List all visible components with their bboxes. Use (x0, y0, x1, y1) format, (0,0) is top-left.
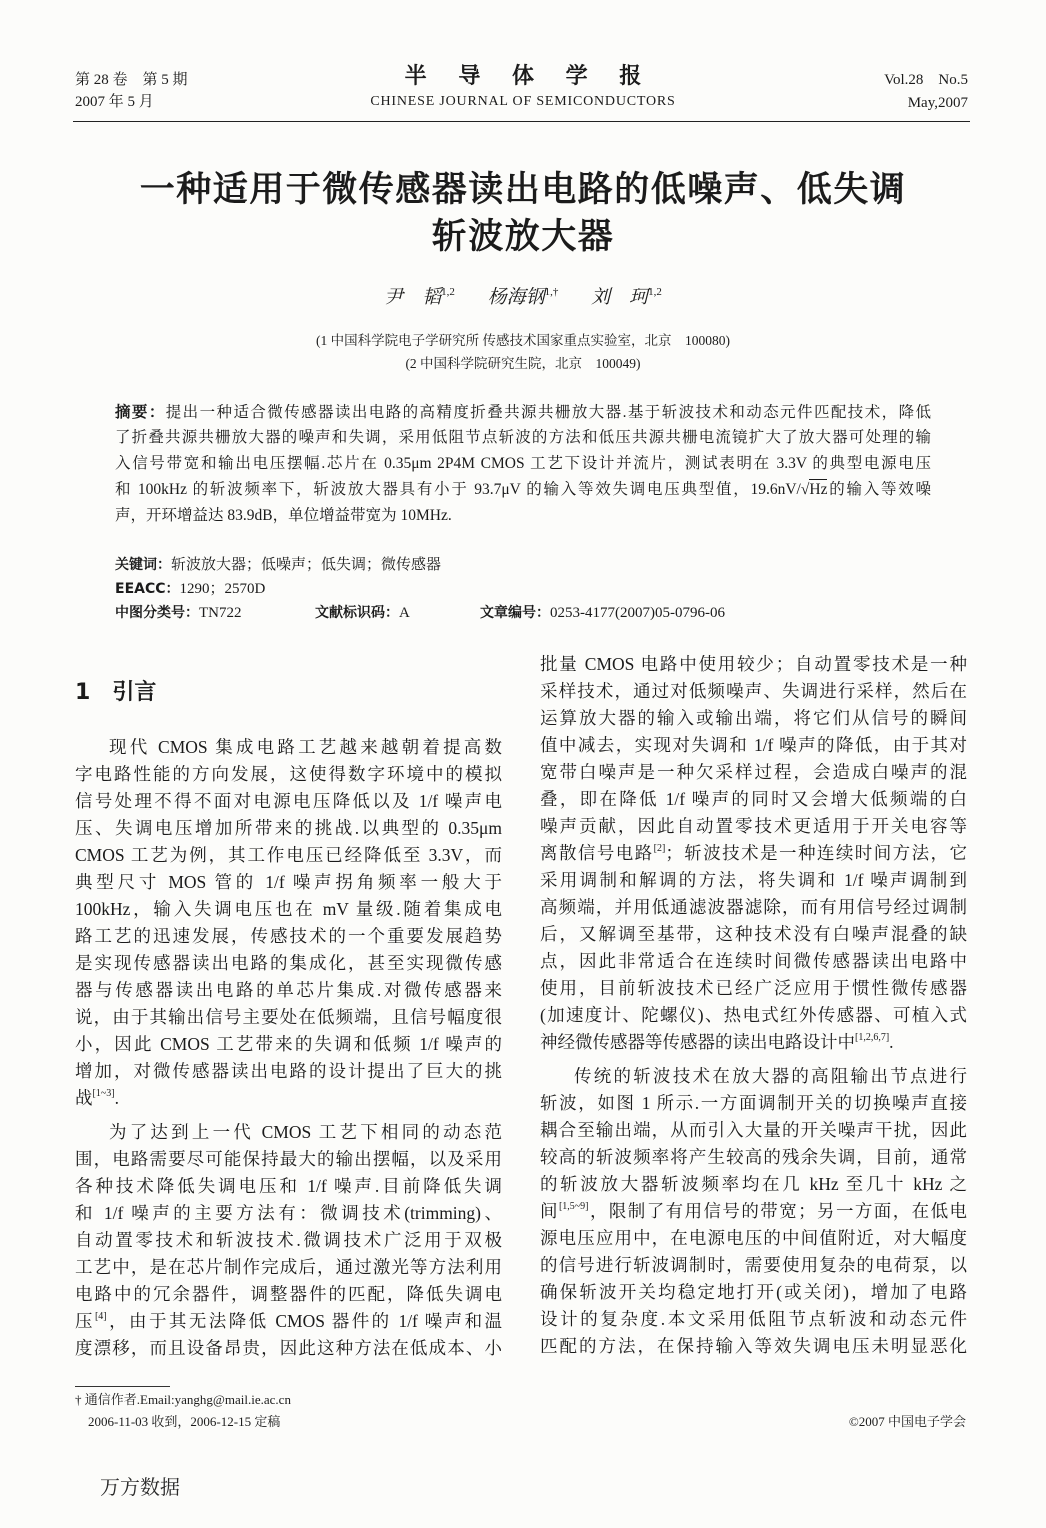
text-line (540, 1144, 967, 1171)
author (591, 287, 662, 308)
text-run: 是实现传感器读出电路的集成化，甚至实现微传感 (75, 953, 502, 973)
author-name: 杨海钢 (487, 287, 545, 308)
article-number-label: 文章编号： (480, 605, 550, 621)
text-run: 提出一种适合微传感器读出电路的高精度折叠共源共栅放大器.基于斩波技术和动态元件匹配技术，降低 (165, 404, 931, 421)
classification-row (115, 601, 931, 625)
text-line (540, 1252, 967, 1279)
text-line (540, 678, 967, 705)
text-line (75, 923, 502, 950)
text-line (540, 921, 967, 948)
text-run: 值中减去，实现对失调和 1/f 噪声的降低，由于其对 (540, 735, 967, 755)
text-run: 运算放大器的输入或输出端，将它们从信号的瞬间 (540, 708, 967, 728)
text-run: ；斩波技术是一种连续时间方法，它 (665, 843, 967, 863)
text-run: CMOS 工艺为例，其工作电压已经降低至 3.3V，而 (75, 845, 502, 865)
text-run: 叠，即在降低 1/f 噪声的同时又会增大低频端的白 (540, 789, 967, 809)
text-run: 声，开环增益达 83.9dB，单位增益带宽为 10MHz. (115, 507, 452, 524)
author-affiliation-mark: 1,2 (648, 286, 662, 298)
section-number: 1 (75, 680, 91, 705)
text-line (115, 425, 931, 451)
text-run: 高频端，并用低通滤波器滤除，而有用信号经过调制 (540, 897, 967, 917)
eeacc-label: EEACC： (115, 581, 180, 597)
text-line (540, 1225, 967, 1252)
right-column (540, 651, 967, 1367)
received-date-note: 2006-11-03 收到，2006-12-15 定稿 (88, 1414, 281, 1429)
doc-code: A (399, 605, 410, 621)
text-run: 了折叠共源共栅放大器的噪声和失调，采用低阻节点斩波的方法和低压共源共栅电流镜扩大了放大器可处理的输 (115, 429, 931, 446)
text-run: 使用，目前斩波技术已经广泛应用于惯性微传感器 (540, 978, 967, 998)
text-run: 源电压应用中，在电源电压的中间值附近，对大幅度 (540, 1228, 967, 1248)
text-line (540, 1063, 967, 1090)
database-watermark: 万方数据 (100, 1475, 180, 1499)
author-list (0, 284, 1046, 312)
author (384, 287, 455, 308)
text-line (540, 948, 967, 975)
left-column (75, 734, 502, 1369)
keywords-label: 关键词： (115, 557, 171, 573)
bold-label: 摘要： (115, 403, 166, 421)
article-metadata (115, 553, 931, 625)
text-line (75, 1004, 502, 1031)
text-line (75, 815, 502, 842)
text-run: 路工艺的迅速发展，传感技术的一个重要发展趋势 (75, 926, 502, 946)
paper-title-line-2: 斩波放大器 (431, 217, 615, 257)
eeacc-row (115, 577, 931, 601)
author (488, 287, 559, 308)
eeacc-codes: 1290；2570D (179, 581, 266, 597)
text-run: 噪声贡献，因此自动置零技术更适用于开关电容等 (540, 816, 967, 836)
text-run: 神经微传感器等传感器的读出电路设计中 (540, 1032, 855, 1052)
text-line (75, 1227, 502, 1254)
citation-superscript: [4] (94, 1311, 107, 1322)
text-line (540, 840, 967, 867)
text-run: 信号处理不得不面对电源电压降低以及 1/f 噪声电 (75, 791, 502, 811)
text-line (540, 1198, 967, 1225)
corresponding-author-note: † 通信作者.Email:yanghg@mail.ie.ac.cn (75, 1392, 291, 1407)
text-run: . (889, 1032, 894, 1052)
clc-number: TN722 (199, 605, 242, 621)
text-run: 增加，对微传感器读出电路的设计提出了巨大的挑 (75, 1061, 502, 1081)
author-affiliation-mark: 1,2 (441, 286, 455, 298)
text-line (75, 896, 502, 923)
keywords-row (115, 553, 931, 577)
journal-name-cn: 半 导 体 学 报 (404, 64, 654, 89)
text-run: 围，电路需要尽可能保持最大的输出摆幅，以及采用 (75, 1149, 502, 1169)
text-line (540, 1333, 967, 1360)
paragraph (75, 1119, 502, 1362)
text-line (75, 1085, 502, 1112)
text-run: 压 (75, 1311, 95, 1331)
paragraph (540, 1063, 967, 1360)
text-line (115, 503, 931, 529)
text-line (75, 734, 502, 761)
text-run: 典型尺寸 MOS 管的 1/f 噪声拐角频率一般大于 (75, 872, 502, 892)
citation-superscript: [1~3] (92, 1088, 115, 1099)
text-run: 后，又解调至基带，这种技术没有白噪声混叠的缺 (540, 924, 967, 944)
affiliation-1: (1 中国科学院电子学研究所 传感技术国家重点实验室，北京 100080) (316, 333, 730, 348)
text-run: 点，因此非常适合在连续时间微传感器读出电路中 (540, 951, 967, 971)
text-line (540, 1002, 967, 1029)
citation-superscript: [1,2,6,7] (855, 1032, 890, 1043)
text-line (540, 732, 967, 759)
text-line (540, 1117, 967, 1144)
article-number: 0253-4177(2007)05-0796-06 (550, 605, 725, 621)
text-run: 入信号带宽和输出电压摆幅.芯片在 0.35μm 2P4M CMOS 工艺下设计并流片，测试表明在 3.3V 的典型电源电压 (115, 455, 931, 472)
text-run: 斩波，如图 1 所示.一方面调制开关的切换噪声直接 (540, 1093, 967, 1113)
text-run: 传统的斩波技术在放大器的高阻输出节点进行 (574, 1066, 967, 1086)
text-line (540, 705, 967, 732)
citation-superscript: [1,5~9] (558, 1201, 589, 1212)
text-run: 的斩波放大器斩波频率均在几 kHz 至几十 kHz 之 (540, 1174, 967, 1194)
doc-code-label: 文献标识码： (315, 605, 399, 621)
issue-volume-en: Vol.28 No.5 (884, 72, 968, 88)
text-line (540, 651, 967, 678)
clc-label: 中图分类号： (115, 605, 199, 621)
text-line (75, 842, 502, 869)
text-run: 压、失调电压增加所带来的挑战.以典型的 0.35μm (75, 818, 502, 838)
issue-date-en: May,2007 (907, 95, 968, 111)
text-line (75, 1281, 502, 1308)
text-line (540, 759, 967, 786)
section-heading (75, 679, 156, 707)
author-affiliation-mark: 1,† (544, 286, 559, 298)
text-run: 采样技术，通过对低频噪声、失调进行采样，然后在 (540, 681, 967, 701)
text-run: 间 (540, 1201, 559, 1221)
text-line (75, 1200, 502, 1227)
journal-name-en: CHINESE JOURNAL OF SEMICONDUCTORS (370, 94, 676, 109)
text-run: 较高的斩波频率将产生较高的残余失调，目前，通常 (540, 1147, 967, 1167)
text-run: 采用调制和解调的方法，将失调和 1/f 噪声调制到 (540, 870, 967, 890)
issue-volume: 第 28 卷 第 5 期 (75, 72, 188, 88)
text-run: 自动置零技术和斩波技术.微调技术广泛用于双极 (75, 1230, 502, 1250)
text-line (540, 894, 967, 921)
header-rule (73, 121, 970, 122)
doc-code-group (315, 601, 410, 625)
text-line (115, 477, 931, 503)
text-line (75, 1254, 502, 1281)
text-run: 的输入等效噪 (827, 481, 931, 498)
text-run: 电路中的冗余器件，调整器件的匹配，降低失调电 (75, 1284, 502, 1304)
text-run: ，由于其无法降低 CMOS 器件的 1/f 噪声和温 (106, 1311, 502, 1331)
text-line (540, 1090, 967, 1117)
text-run: 100kHz，输入失调电压也在 mV 量级.随着集成电 (75, 899, 502, 919)
text-run: 批量 CMOS 电路中使用较少；自动置零技术是一种 (540, 654, 967, 674)
text-line (75, 1058, 502, 1085)
affiliation-2: (2 中国科学院研究生院，北京 100049) (405, 356, 641, 371)
text-line (540, 813, 967, 840)
text-run: 设计的复杂度.本文采用低阻节点斩波和动态元件 (540, 1309, 967, 1329)
text-line (540, 786, 967, 813)
text-run: 字电路性能的方向发展，这使得数字环境中的模拟 (75, 764, 502, 784)
text-line (540, 1029, 967, 1056)
text-run: 和 1/f 噪声的主要方法有：微调技术(trimming)、 (75, 1203, 502, 1223)
text-line (75, 1119, 502, 1146)
text-line (540, 975, 967, 1002)
text-line (75, 977, 502, 1004)
text-run: 匹配的方法，在保持输入等效失调电压未明显恶化 (540, 1336, 967, 1356)
text-run: 各种技术降低失调电压和 1/f 噪声.目前降低失调 (75, 1176, 502, 1196)
text-run: (加速度计、陀螺仪)、热电式红外传感器、可植入式 (540, 1005, 967, 1025)
issue-date-cn: 2007 年 5 月 (75, 94, 154, 110)
paper-title-line-1: 一种适用于微传感器读出电路的低噪声、低失调 (139, 170, 907, 210)
keywords: 斩波放大器；低噪声；低失调；微传感器 (171, 557, 442, 573)
text-run: 小，因此 CMOS 工艺带来的失调和低频 1/f 噪声的 (75, 1034, 502, 1054)
text-line (75, 1308, 502, 1335)
text-line (540, 1306, 967, 1333)
text-run: 工艺中，是在芯片制作完成后，通过激光等方法利用 (75, 1257, 502, 1277)
footnote-rule (75, 1386, 170, 1387)
text-line (75, 950, 502, 977)
text-run: . (114, 1088, 119, 1108)
text-run: 宽带白噪声是一种欠采样过程，会造成白噪声的混 (540, 762, 967, 782)
radicand: Hz (809, 481, 828, 498)
sqrt-expression: √Hz (800, 481, 828, 498)
text-line (75, 1146, 502, 1173)
text-line (540, 867, 967, 894)
copyright-note: ©2007 中国电子学会 (848, 1414, 966, 1429)
text-line (75, 1173, 502, 1200)
author-name: 刘 珂 (591, 287, 649, 308)
author-name: 尹 韬 (384, 287, 442, 308)
abstract (115, 399, 931, 529)
text-line (75, 1031, 502, 1058)
text-run: 离散信号电路 (540, 843, 654, 863)
text-run: 确保斩波开关均稳定地打开(或关闭)，增加了电路 (540, 1282, 967, 1302)
text-line (75, 869, 502, 896)
text-run: 器与传感器读出电路的单芯片集成.对微传感器来 (75, 980, 502, 1000)
text-line (75, 1335, 502, 1362)
text-run: 为了达到上一代 CMOS 工艺下相同的动态范 (109, 1122, 502, 1142)
text-line (115, 399, 931, 425)
text-run: 战 (75, 1088, 93, 1108)
text-run: 耦合至输出端，从而引入大量的开关噪声干扰，因此 (540, 1120, 967, 1140)
text-line (75, 788, 502, 815)
text-run: 和 100kHz 的斩波频率下，斩波放大器具有小于 93.7μV 的输入等效失调电压典型值，19.6nV/ (115, 481, 801, 498)
text-run: ，限制了有用信号的带宽；另一方面，在低电 (588, 1201, 967, 1221)
text-run: 说，由于其输出信号主要处在低频端，且信号幅度很 (75, 1007, 502, 1027)
text-run: 度漂移，而且设备昂贵，因此这种方法在低成本、小 (75, 1338, 502, 1358)
text-run: 的信号进行斩波调制时，需要使用复杂的电荷泵，以 (540, 1255, 967, 1275)
citation-superscript: [2] (653, 843, 666, 854)
clc-group (115, 601, 242, 625)
text-line (75, 761, 502, 788)
text-line (115, 451, 931, 477)
section-title: 引言 (112, 680, 157, 705)
paragraph (75, 734, 502, 1112)
text-line (540, 1279, 967, 1306)
text-line (540, 1171, 967, 1198)
paragraph (540, 651, 967, 1056)
article-number-group (480, 601, 725, 625)
text-run: 现代 CMOS 集成电路工艺越来越朝着提高数 (109, 737, 502, 757)
